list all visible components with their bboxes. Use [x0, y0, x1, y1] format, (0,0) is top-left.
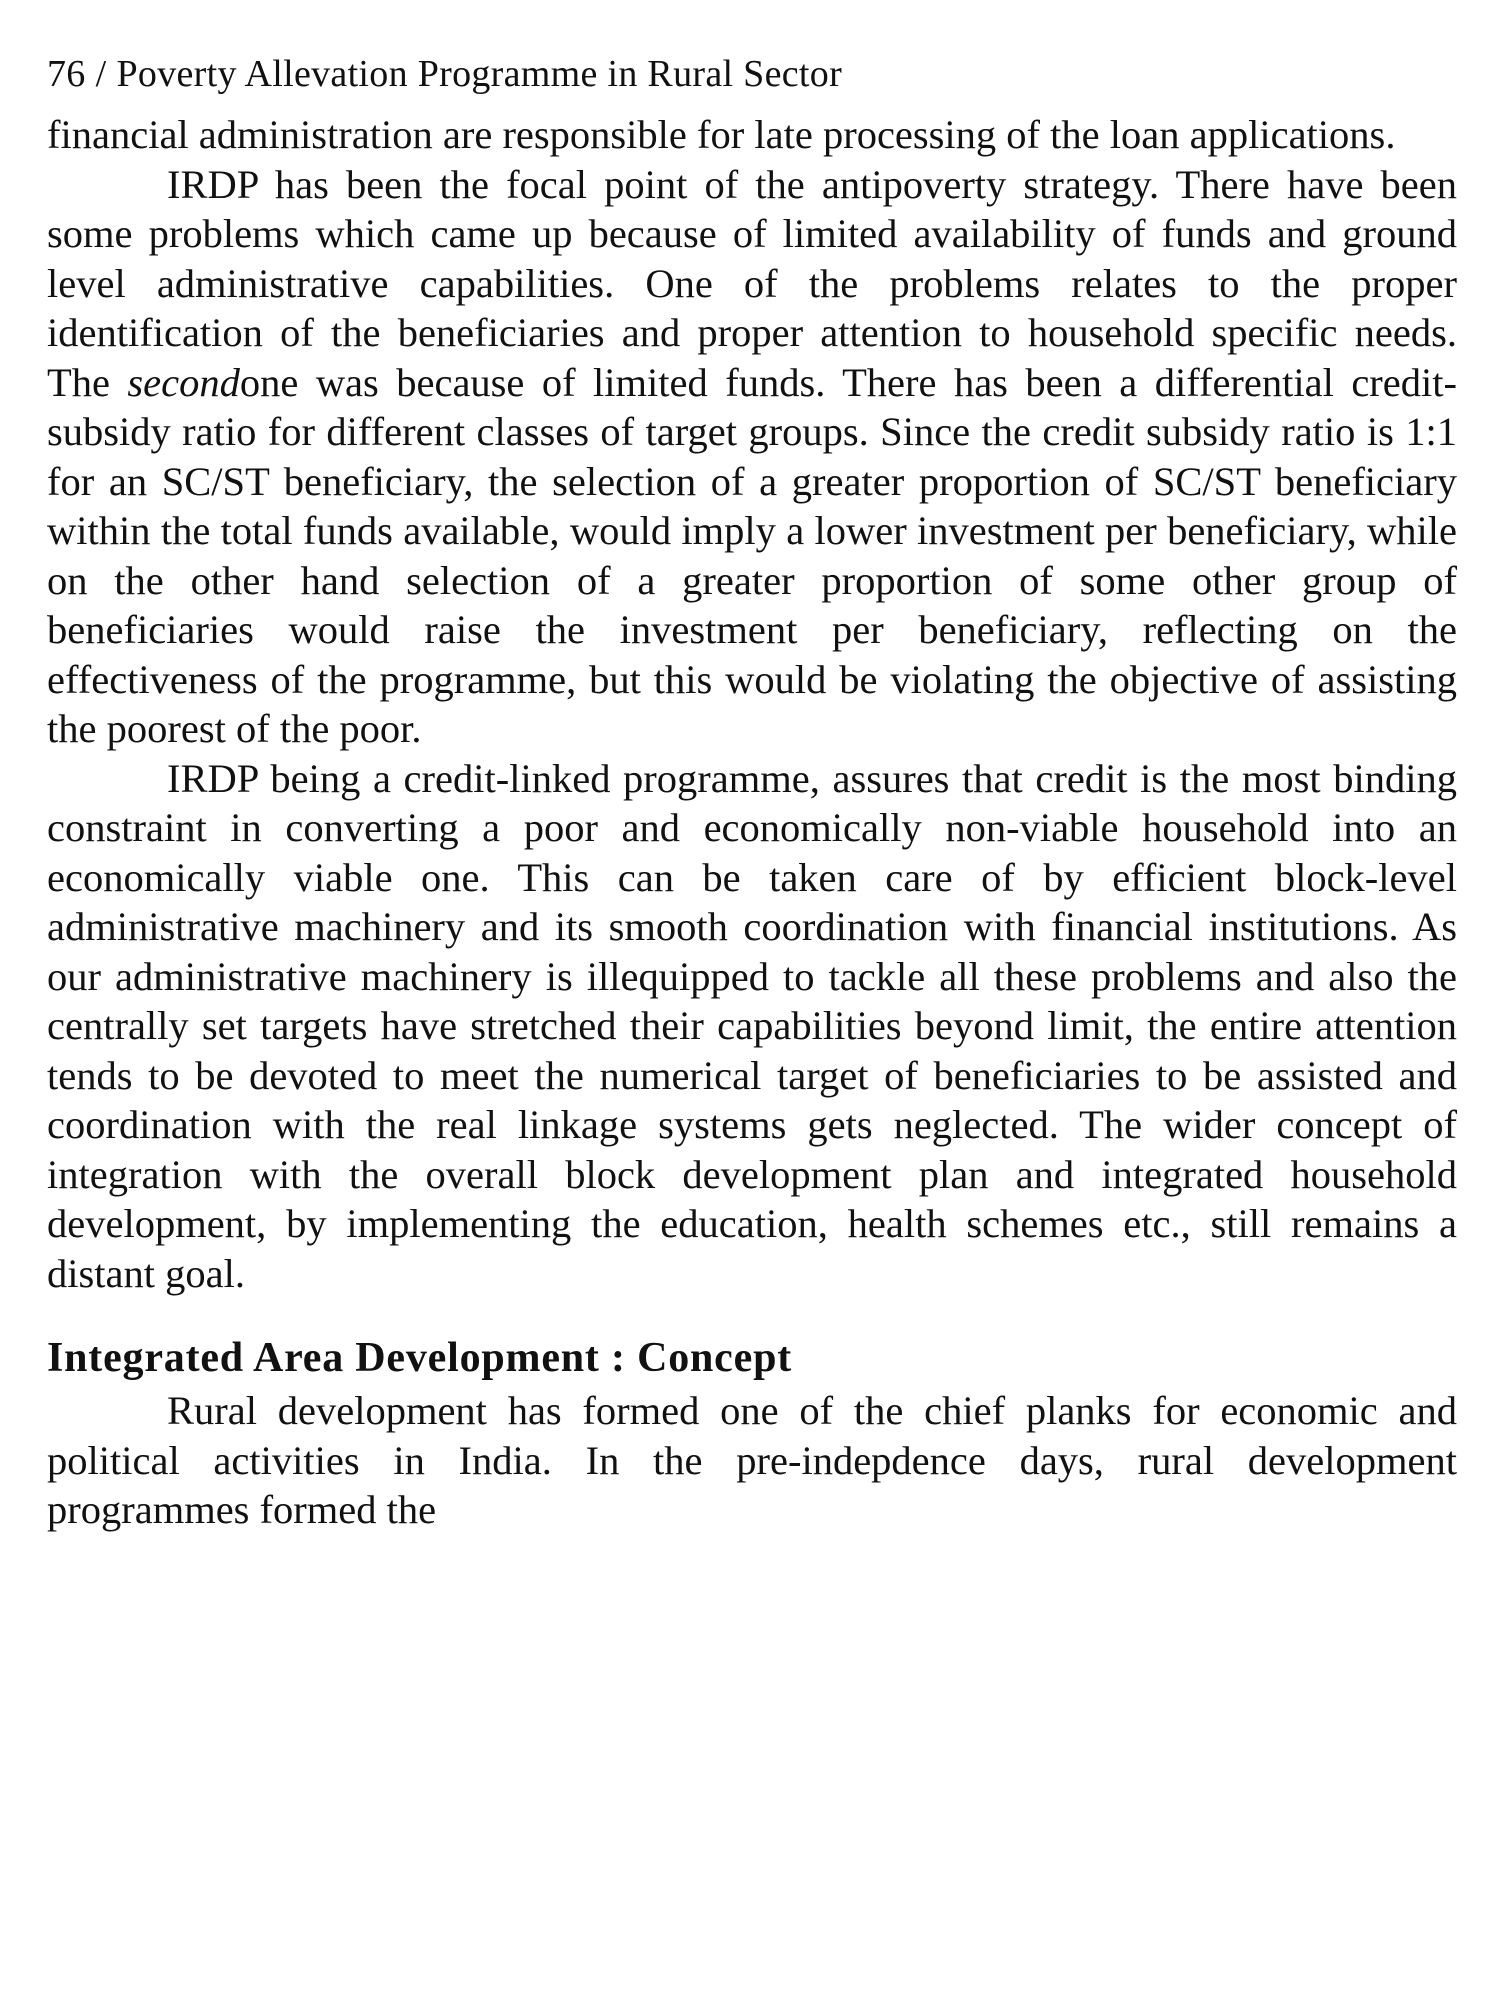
paragraph-rural-development: Rural development has formed one of the chief planks for economic and political activities in India. In the pre-indepdence days, rural development programmes formed the [47, 1388, 1457, 1532]
paragraph-text: one was because of limited funds. There has been a differential credit-subsidy ratio for different classes of target groups. Since the credit subsidy ratio is 1:1 for an SC/ST beneficiary, the selection of a greater proportion of SC/ST beneficiary within the total funds available, would imply a lower investment per beneficiary, while on the other hand selection of a greater proportion of some other group of beneficiaries would raise the investment per beneficiary, reflecting on the effectiveness of the programme, but this would be violating the objective of assisting the poorest of the poor. [47, 359, 1457, 751]
emphasis-word: second [127, 359, 240, 405]
running-head-separator: / [95, 53, 107, 95]
paragraph-text: IRDP has been the focal point of the antipoverty strategy. There have been some problems which came up because of limited availability of funds and ground level administrative capabilities. One of the problems relates to the proper identification of the beneficiaries and proper attention to household specific needs. The [47, 161, 1457, 405]
book-page [47, 40, 1457, 1980]
page-number: 76 [47, 53, 86, 95]
paragraph-continued: financial administration are responsible for late processing of the loan applications. [47, 112, 1396, 157]
running-head-title: Poverty Allevation Programme in Rural Sector [116, 53, 843, 95]
paragraph-irdp-credit-linked: IRDP being a credit-linked programme, assures that credit is the most binding constraint in converting a poor and economically non-viable household into an economically viable one. This can be taken care of by efficient block-level administrative machinery and its smooth coordination with financial institutions. As our administrative machinery is illequipped to tackle all these problems and also the centrally set targets have stretched their capabilities beyond limit, the entire attention tends to be devoted to meet the numerical target of beneficiaries to be assisted and coordination with the real linkage systems gets neglected. The wider concept of integration with the overall block development plan and integrated household development, by implementing the education, health schemes etc., still remains a distant goal. [47, 755, 1457, 1296]
body-text [47, 110, 1457, 1535]
paragraph-irdp-focal-point [47, 160, 1457, 754]
running-head [47, 48, 1457, 110]
section-heading: Integrated Area Development : Concept [47, 1335, 793, 1381]
